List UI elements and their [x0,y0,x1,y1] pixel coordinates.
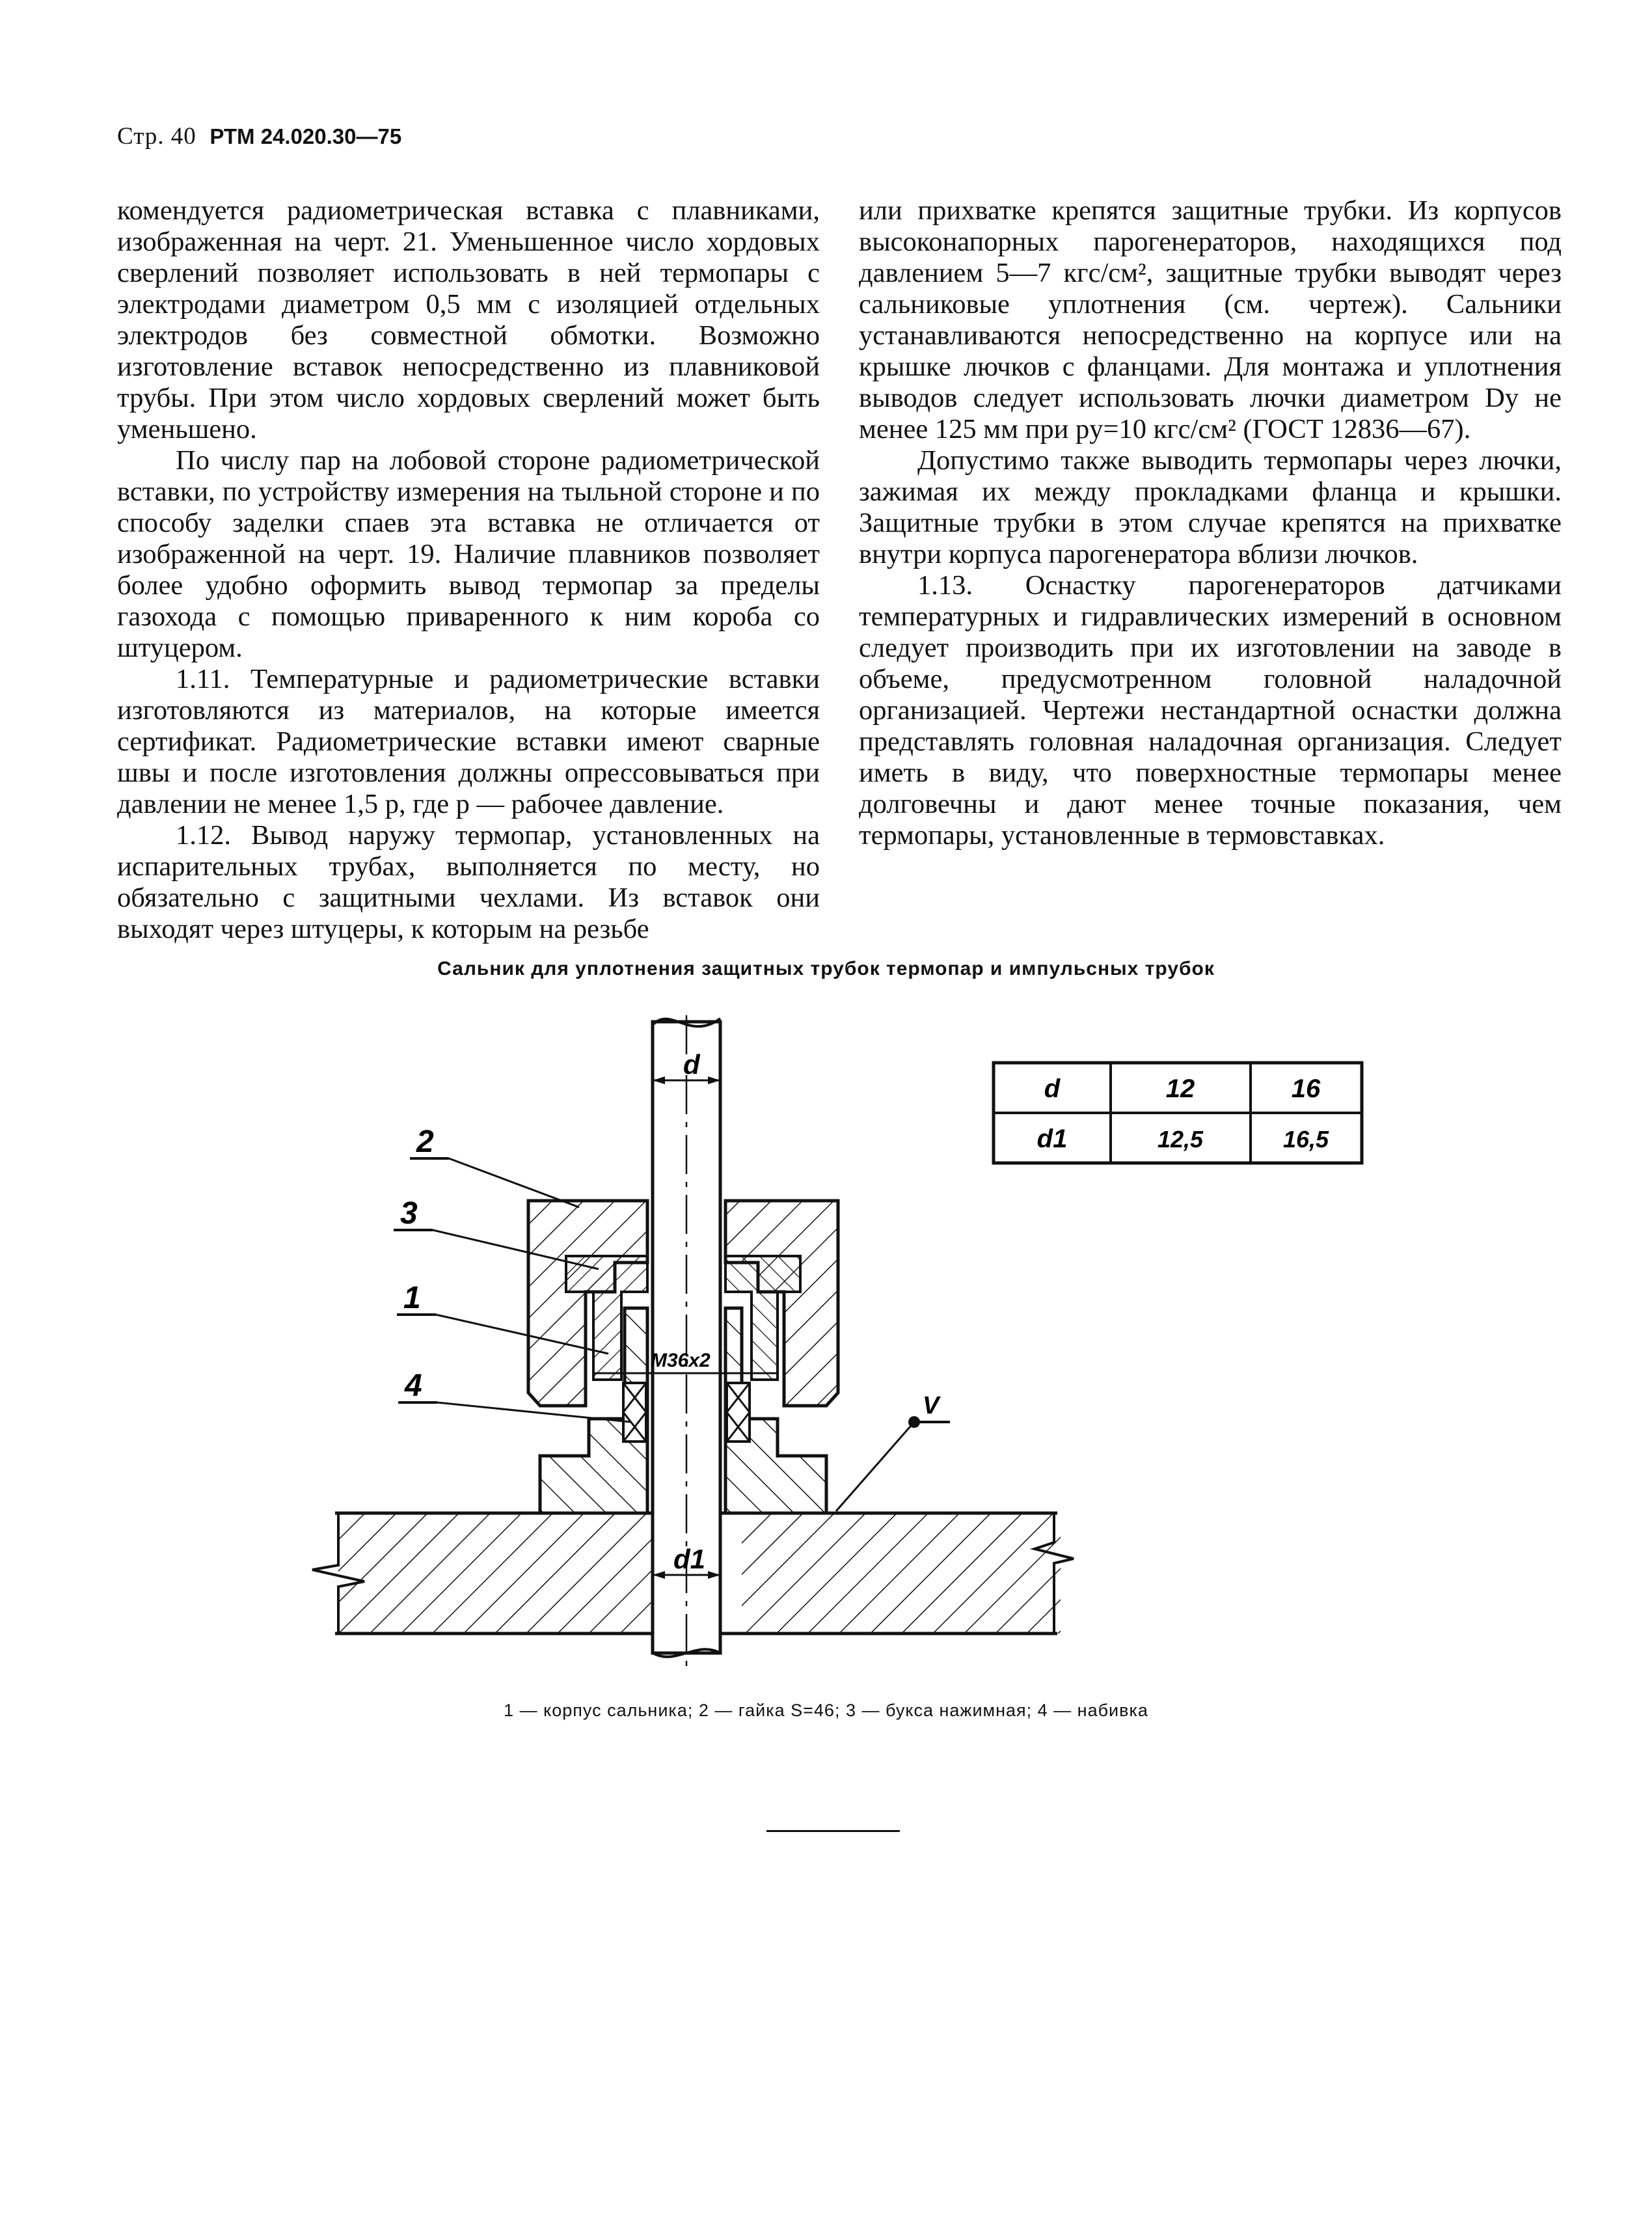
document-code: РТМ 24.020.30—75 [210,124,402,148]
end-rule [766,1830,900,1832]
callout-4: 4 [405,1369,422,1403]
table-cell: 12 [1165,1074,1195,1103]
table-cell: d [1044,1074,1061,1103]
dimension-table [994,1063,1362,1163]
paragraph: 1.13. Оснастку парогенераторов датчиками температурных и гидравлических измерений в основном следует производить при их изготовлении на заводе в объеме, предусмотренном головной наладочной организацией. Чертежи нестандартной оснастки должна представлять головная наладочная организация. Следует иметь в виду, что поверхностные термопары менее долговечны и дают менее точные показания, чем термопары, установленные в термовставках. [859,570,1562,851]
figure-title: Сальник для уплотнения защитных трубок термопар и импульсных трубок [437,958,1215,979]
table-cell: d1 [1036,1125,1068,1153]
page-number: Стр. 40 [117,123,196,150]
table-cell: 12,5 [1157,1126,1204,1153]
paragraph: 1.12. Вывод наружу термопар, установленных на испарительных трубах, выполняется по месту, но обязательно с защитными чехлами. Из вставок они выходят через штуцеры, к которым на резьбе [117,820,820,944]
thread-label: M36x2 [651,1350,711,1371]
paragraph: Допустимо также выводить термопары через лючки, зажимая их между прокладками фланца и крышки. Защитные трубки в этом случае крепятся на прихватке внутри корпуса парогенератора вблизи лючков. [859,445,1562,569]
paragraph: По числу пар на лобовой стороне радиометрической вставки, по устройству измерения на тыльной стороне и по способу заделки спаев эта вставка не отличается от изображенной на черт. 19. Наличие плавников позволяет более удобно оформить вывод термопар за пределы газохода с помощью приваренного к ним короба со штуцером. [117,445,820,663]
figure-caption: 1 — корпус сальника; 2 — гайка S=46; 3 — букса нажимная; 4 — набивка [504,1701,1148,1720]
callout-2: 2 [416,1125,434,1159]
label-d: d [683,1049,700,1080]
paragraph: комендуется радиометрическая вставка с плавниками, изображенная на черт. 21. Уменьшенное число хордовых сверлений позволяет использовать в ней термопары с электродами диаметром 0,5 мм с изоляцией отдельных электродов без совместной обмотки. Возможно изготовление вставок непосредственно из плавниковой трубы. При этом число хордовых сверлений может быть уменьшено. [117,195,820,444]
table-cell: 16,5 [1282,1126,1329,1153]
paragraph: 1.11. Температурные и радиометрические вставки изготовляются из материалов, на которые имеется сертификат. Радиометрические вставки имеют сварные швы и после изготовления должны опрессовываться при давлении не менее 1,5 p, где p — рабочее давление. [117,664,820,819]
callout-1: 1 [403,1281,421,1315]
paragraph: или прихватке крепятся защитные трубки. Из корпусов высоконапорных парогенераторов, находящихся под давлением 5—7 кгс/см², защитные трубки выводят через сальниковые уплотнения (см. чертеж). Сальники устанавливаются непосредственно на корпусе или на крышке лючков с фланцами. Для монтажа и уплотнения выводов следует использовать лючки диаметром Dу не менее 125 мм при pу=10 кгс/см² (ГОСТ 12836—67). [859,195,1562,444]
callout-3: 3 [400,1196,418,1231]
label-d1: d1 [673,1544,706,1574]
weld-label: V [923,1392,940,1419]
table-cell: 16 [1291,1074,1321,1103]
